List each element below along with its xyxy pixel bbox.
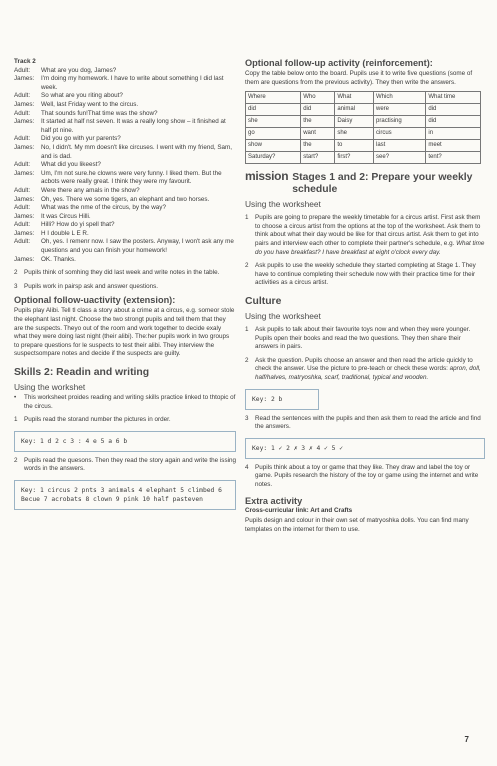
speaker-label: Adult:: [14, 204, 31, 212]
mission-heading: [245, 169, 485, 196]
dialogue-text: Um, I'm not sure.he clowns were very funny. I liked them. But the acbots were really great. I think they were my favourit.: [41, 169, 222, 186]
track-title: Track 2: [14, 58, 36, 65]
mission-using-title: Using the worksheet: [245, 199, 321, 210]
dialogue-text: OK. Thanks.: [41, 255, 76, 263]
table-row: [246, 140, 481, 152]
optional-extension-title: Optional follow-uactivity (extension):: [14, 295, 176, 306]
speaker-label: James:: [14, 212, 35, 220]
table-cell: meet: [426, 140, 481, 152]
speaker-label: Adult:: [14, 238, 31, 246]
dialogue-text: That sounds fun!That time was the show?: [41, 109, 158, 117]
speaker-label: Adult:: [14, 161, 31, 169]
speaker-label: Adult:: [14, 66, 31, 74]
dialogue-text: So what are you riting about?: [41, 92, 123, 100]
table-cell: go: [246, 128, 301, 140]
dialogue-line: [14, 196, 236, 205]
table-cell: the: [301, 116, 335, 128]
speaker-label: Adult:: [14, 109, 31, 117]
table-cell: Who: [301, 92, 335, 104]
speaker-label: James:: [14, 229, 35, 237]
table-cell: did: [301, 104, 335, 116]
culture-using-title: Using the worksheet: [245, 310, 321, 321]
using-worksheet-title: Using the workshet: [14, 382, 86, 392]
speaker-label: James:: [14, 100, 35, 108]
dialogue-line: [14, 221, 236, 230]
culture-item-4: 4 Pupils think about a toy or game that they like. They draw and label the toy or game. Pupils research the history of the toy or game using the internet and write notes.: [245, 463, 479, 488]
left-column: [14, 58, 236, 510]
skills-item-2: 2 Pupils read the quesons. Then they read the story again and write the issing words in the answers.: [14, 456, 237, 473]
mission-logo: mission: [245, 169, 289, 184]
speaker-label: Adult:: [14, 186, 31, 194]
table-cell: What time: [426, 92, 481, 104]
extra-activity-title: Extra activity: [245, 496, 303, 507]
dialogue-line: [14, 187, 236, 196]
table-cell: the: [301, 140, 335, 152]
dialogue-text: Oh, yes. There we some tigers, an elephant and two horses.: [41, 195, 210, 203]
extra-activity-text: Pupils design and colour in their own set of matryoshka dolls. You can find many templates on the internet for them to use.: [245, 517, 469, 533]
dialogue-line: [14, 230, 236, 239]
speaker-label: James:: [14, 143, 35, 151]
dialogue-line: [14, 161, 236, 170]
table-cell: tent?: [426, 152, 481, 164]
table-row: [246, 116, 481, 128]
dialogue-text: I'm doing my homework. I have to write about something I did last week.: [41, 75, 224, 91]
key-box-1: Key: 1 d 2 c 3 : 4 e 5 a 6 b: [14, 431, 236, 452]
culture-item-1: 1 Ask pupils to talk about their favourite toys now and when they were younger. Pupils open their books and read the two questions. They then share their answers in pairs.: [245, 325, 471, 351]
dialogue-text: Were there any amals in the show?: [41, 186, 140, 194]
reinforcement-title: Optional follow-up activity (reinforcement):: [245, 58, 433, 68]
dialogue-line: [14, 101, 236, 110]
key-box-culture-3: Key: 1 ✓ 2 ✗ 3 ✗ 4 ✓ 5 ✓: [245, 438, 485, 459]
dialogue-text: No, I didn't. My mm doesn't like circuses. I went with my friend, Sam, and is dad.: [41, 143, 233, 160]
speaker-label: Adult:: [14, 135, 31, 143]
culture-title: Culture: [245, 295, 282, 307]
culture-item-3: 3 Read the sentences with the pupils and then ask them to read the article and find the answers.: [245, 414, 481, 431]
table-row: [246, 128, 481, 140]
dialogue: [14, 67, 236, 265]
table-cell: show: [246, 140, 301, 152]
dialogue-line: [14, 67, 236, 76]
table-cell: did: [426, 116, 481, 128]
key-box-culture-2: Key: 2 b: [245, 389, 319, 410]
dialogue-line: [14, 110, 236, 119]
table-cell: practising: [374, 116, 426, 128]
left-item-2: 2 Pupils think of somhing they did last week and write notes in the table.: [14, 269, 220, 277]
table-cell: start?: [301, 152, 335, 164]
culture-item-2: 2 Ask the question. Pupils choose an answer and then read the article quickly to check the answer. Use the picture to pre-teach or check these words: apron, doll, half/halves, matryoshka, scarf, traditional, typical and wooden.: [245, 356, 481, 381]
dialogue-text: Oh, yes. I remenr now. I saw the posters. Anyway, I won't ask any me questions and you can finish your homework!: [41, 238, 234, 255]
speaker-label: James:: [14, 75, 35, 83]
dialogue-text: Well, last Friday went to the circus.: [41, 100, 139, 108]
page-number: 7: [464, 735, 469, 744]
table-cell: Where: [246, 92, 301, 104]
left-item-3: 3 Pupils work in pairsp ask and answer questions.: [14, 282, 159, 290]
speaker-label: James:: [14, 255, 35, 263]
table-cell: animal: [335, 104, 374, 116]
dialogue-text: It started at half nst seven. It was a really long show – it finished at half pt nine.: [41, 118, 226, 134]
speaker-label: Adult:: [14, 92, 31, 100]
table-cell: want: [301, 128, 335, 140]
mission-item-2: 2 Ask pupils to use the weekly schedule they started completing at Stage 1. They have to continue completing their schedule now with their practice time for their activities as a circus artist.: [245, 262, 476, 287]
table-cell: Daisy: [335, 116, 374, 128]
table-cell: first?: [335, 152, 374, 164]
table-cell: What: [335, 92, 374, 104]
speaker-label: Adult:: [14, 221, 31, 229]
table-cell: Saturday?: [246, 152, 301, 164]
extra-activity-subtitle: Cross-curricular link: Art and Crafts: [245, 507, 353, 515]
key-box-2: Key: 1 circus 2 pnts 3 animals 4 elephant 5 climbed 6 Becue 7 acrobats 8 clown 9 pink 10 half pasteven: [14, 480, 236, 510]
mission-item-1: 1 Pupils are going to prepare the weekly timetable for a circus artist. First ask them to choose a circus artist from the options at the top of the worksheet. Ask them to think about what their day would be like for that circus artist. Ask them to get into pairs and interview each other to complete their partner's schedule, e.g. What time do you have breakfast? I have breakfast at eight o'clock every day.: [245, 214, 485, 256]
table-cell: to: [335, 140, 374, 152]
reinforcement-text: Copy the table below onto the board. Pupils use it to write five questions (some of them are questions from the previous activity). They then write the answers.: [245, 70, 473, 86]
table-cell: were: [374, 104, 426, 116]
dialogue-line: [14, 118, 236, 135]
table-cell: last: [374, 140, 426, 152]
table-cell: did: [426, 104, 481, 116]
right-column: [245, 58, 485, 534]
dialogue-text: It was Circus Hilli.: [41, 212, 91, 220]
skills-title: Skills 2: Readin and writing: [14, 367, 150, 378]
dialogue-text: What was the nme of the circus, by the way?: [41, 204, 166, 212]
dialogue-line: [14, 256, 236, 265]
dialogue-line: [14, 213, 236, 222]
table-cell: did: [246, 104, 301, 116]
dialogue-text: What did you likeest?: [41, 161, 101, 169]
table-cell: Which: [374, 92, 426, 104]
speaker-label: James:: [14, 195, 35, 203]
table-cell: she: [335, 128, 374, 140]
dialogue-line: [14, 238, 236, 255]
dialogue-line: [14, 204, 236, 213]
dialogue-line: [14, 170, 236, 187]
dialogue-text: H I double L E R.: [41, 229, 89, 237]
dialogue-text: Did you go with yur parents?: [41, 135, 121, 143]
table-cell: in: [426, 128, 481, 140]
table-cell: circus: [374, 128, 426, 140]
dialogue-text: What are you dog, James?: [41, 66, 117, 74]
dialogue-line: [14, 92, 236, 101]
skills-item-1: 1 Pupils read the storand number the pictures in order.: [14, 416, 171, 424]
table-cell: see?: [374, 152, 426, 164]
dialogue-line: [14, 144, 236, 161]
table-row: [246, 92, 481, 104]
table-row: [246, 104, 481, 116]
dialogue-line: [14, 75, 236, 92]
table-row: [246, 152, 481, 164]
bullet-item: • This worksheet proides reading and writing skills practice linked to thtopic of the circus.: [14, 394, 236, 410]
speaker-label: James:: [14, 118, 35, 126]
dialogue-line: [14, 135, 236, 144]
mission-title: Stages 1 and 2: Prepare your weekly schedule: [292, 172, 473, 196]
speaker-label: James:: [14, 169, 35, 177]
dialogue-text: Hilli? How do yi spell that?: [41, 221, 115, 229]
optional-extension-text: Pupils play Alibi. Tell tl class a story about a crime at a circus, e.g. someor stole the elephant last night. Choose the two strongt pupils and tell them that they are the suspects. Theyo out of the room and work together to decide exaly what they were doing last night (their alibi). The:her pupils work in two groups to prepare questions for le suspects to test their alibi. They interview the suspectsompare notes and decide if the suspects are guilty.: [14, 307, 235, 358]
question-table: [245, 91, 481, 164]
table-cell: she: [246, 116, 301, 128]
